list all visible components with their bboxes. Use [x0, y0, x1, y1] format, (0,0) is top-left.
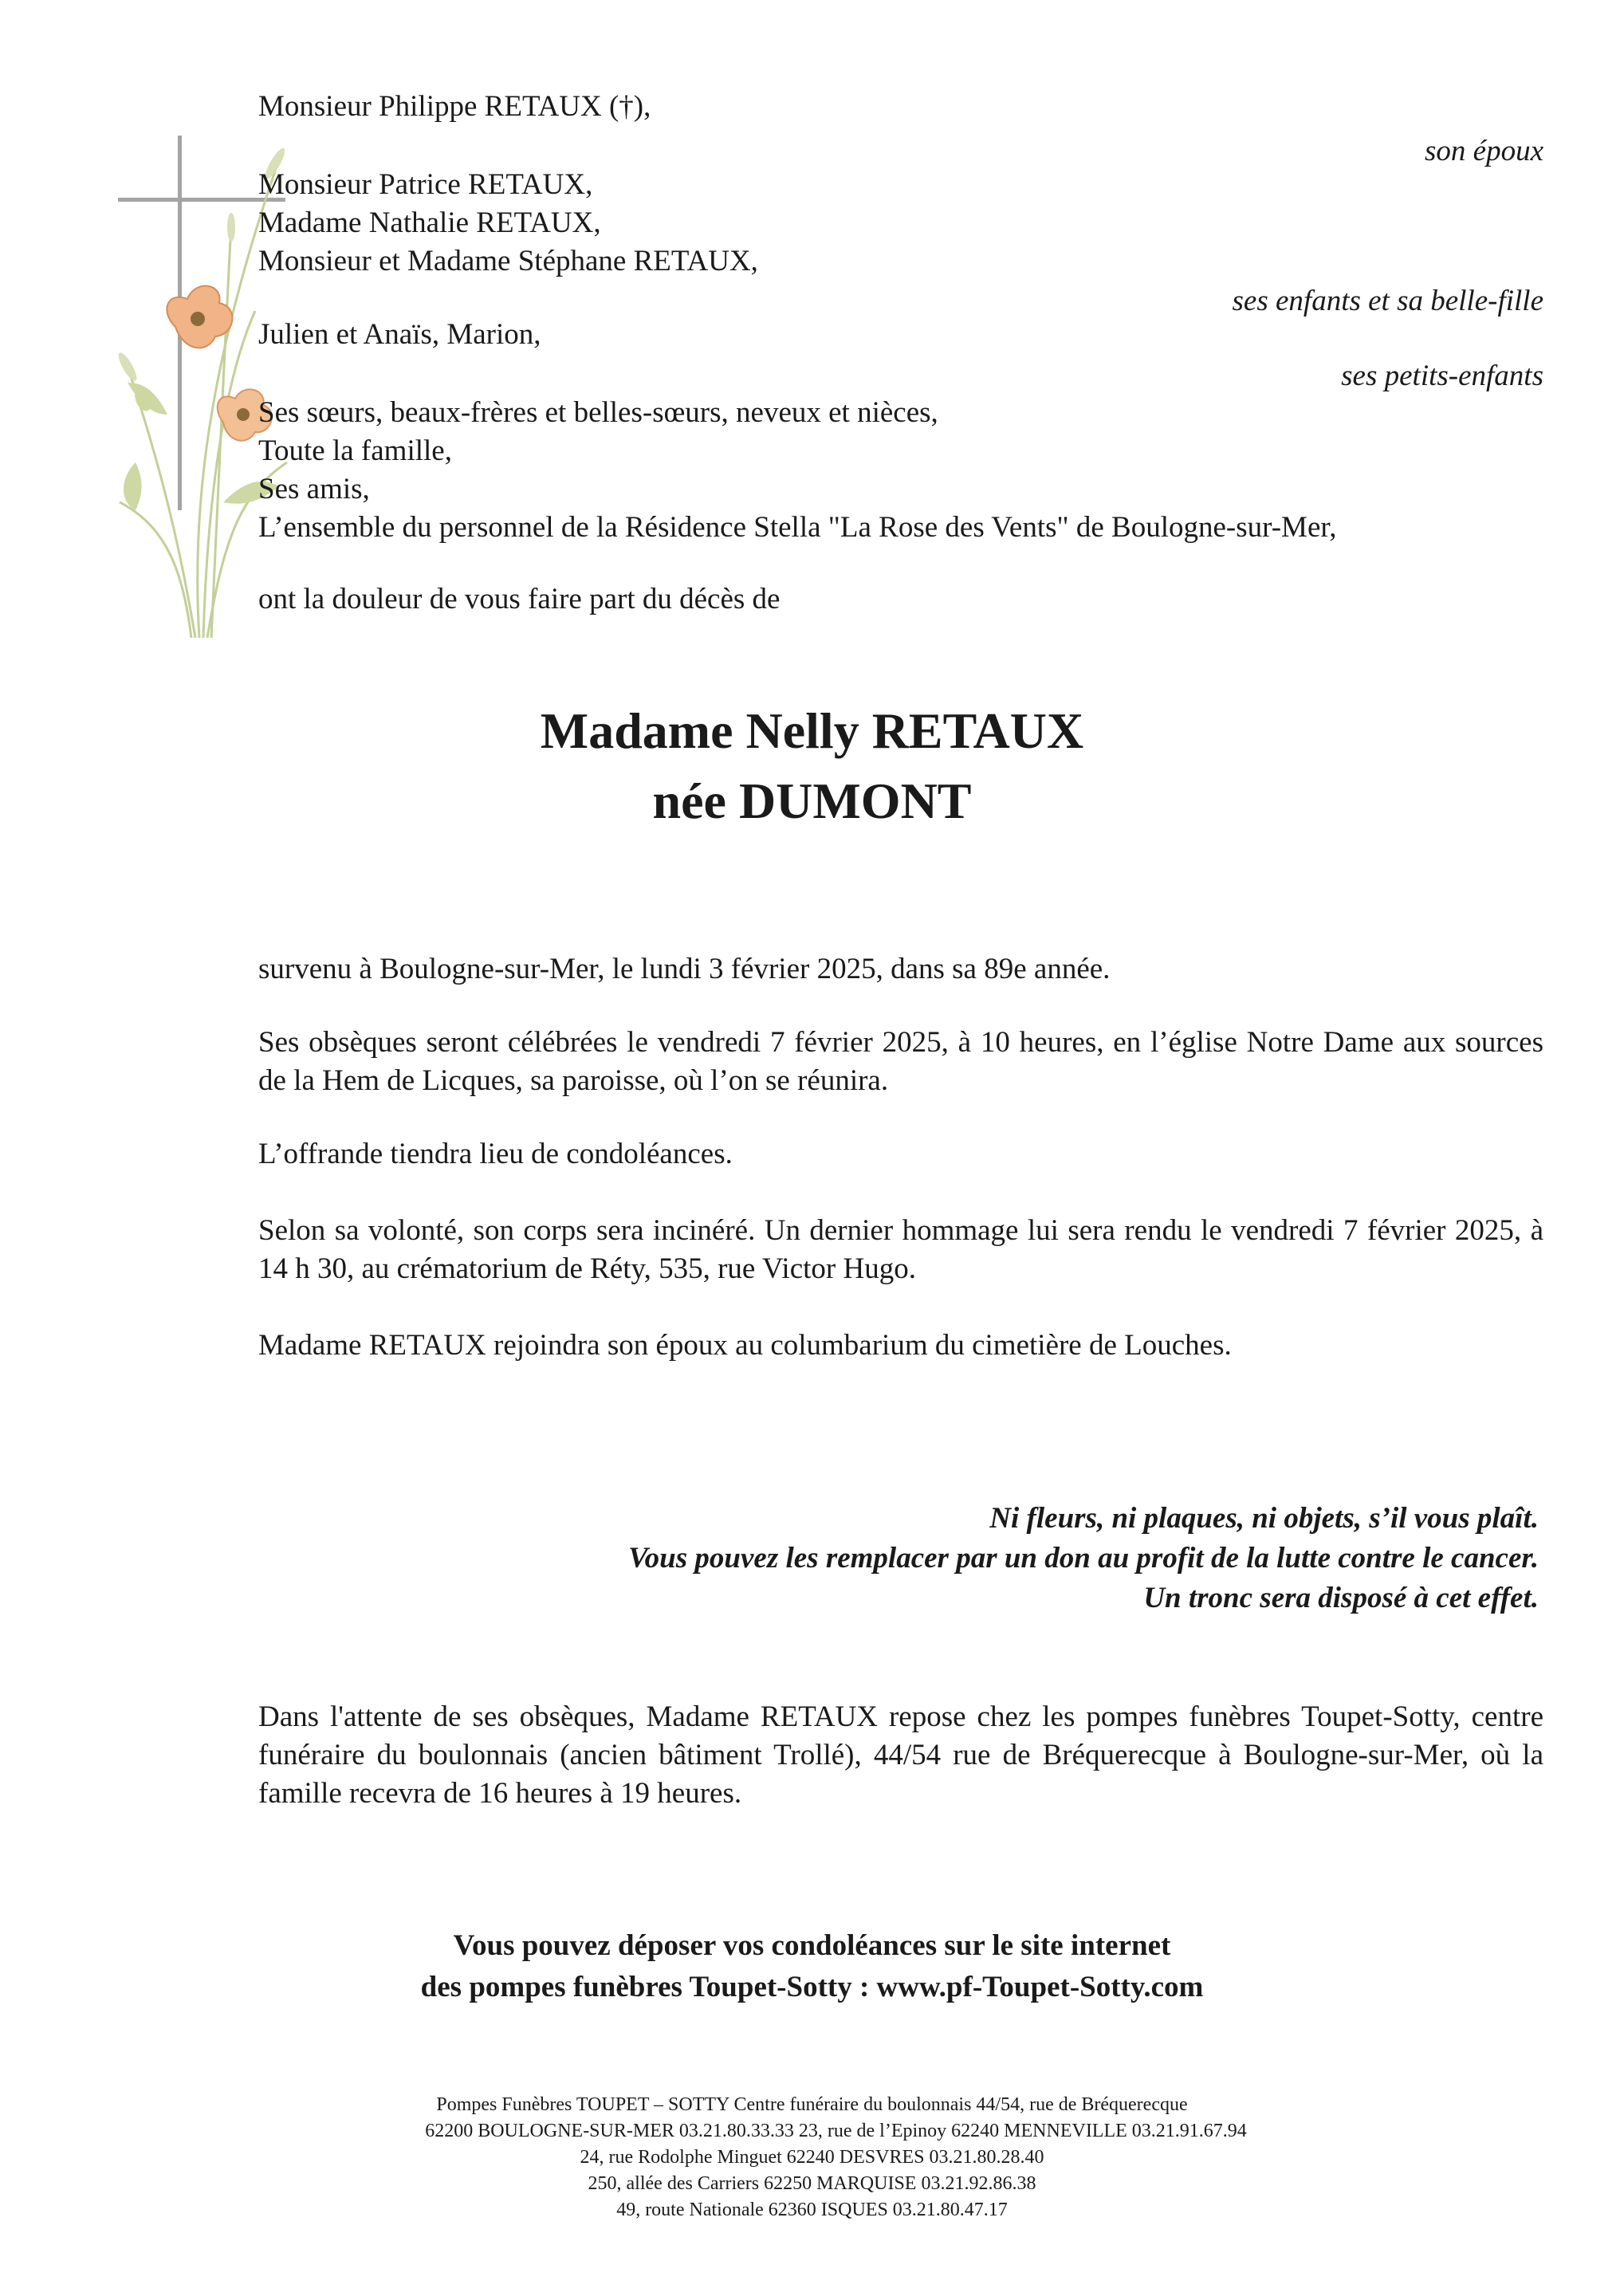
other-line: L’ensemble du personnel de la Résidence Stella "La Rose des Vents" de Boulogne-sur-Mer,	[258, 511, 1337, 544]
footer-line: 250, allée des Carriers 62250 MARQUISE 03.21.92.86.38	[588, 2173, 1036, 2194]
announcement-line: ont la douleur de vous faire part du décès de	[258, 583, 781, 615]
others-list	[258, 394, 1336, 547]
child-line: Monsieur Patrice RETAUX,	[258, 168, 593, 201]
husband-role: son époux	[1425, 135, 1543, 167]
footer-line: 24, rue Rodolphe Minguet 62240 DESVRES 03.21.80.28.40	[580, 2147, 1044, 2168]
footer-line: 62200 BOULOGNE-SUR-MER 03.21.80.33.33 23, rue de l’Epinoy 62240 MENNEVILLE 03.21.91.67.94	[425, 2121, 1247, 2141]
condolences-message	[0, 1925, 1624, 2008]
cremation-details: Selon sa volonté, son corps sera incinéré. Un dernier hommage lui sera rendu le vendredi 7 février 2025, à 14 h 30, au crématorium de Réty, 535, rue Victor Hugo.	[258, 1214, 1543, 1285]
deceased-name: Madame Nelly RETAUX	[540, 702, 1084, 759]
funeral-details: Ses obsèques seront célébrées le vendredi 7 février 2025, à 10 heures, en l’église Notre Dame aux sources de la Hem de Licques, sa paroisse, où l’on se réunira.	[258, 1026, 1543, 1097]
child-line: Monsieur et Madame Stéphane RETAUX,	[258, 245, 758, 277]
grandchildren-line: Julien et Anaïs, Marion,	[258, 318, 541, 351]
flowers-notice	[628, 1499, 1539, 1618]
death-details: survenu à Boulogne-sur-Mer, le lundi 3 février 2025, dans sa 89e année.	[258, 953, 1111, 985]
other-line: Toute la famille,	[258, 434, 452, 467]
funeral-home-footer	[0, 2092, 1624, 2223]
grandchildren-role: ses petits-enfants	[1341, 360, 1543, 392]
children-role: ses enfants et sa belle-fille	[1232, 285, 1543, 317]
offering-details: L’offrande tiendra lieu de condoléances.	[258, 1138, 733, 1170]
other-line: Ses sœurs, beaux-frères et belles-sœurs, neveux et nièces,	[258, 396, 938, 429]
other-line: Ses amis,	[258, 473, 370, 505]
condolences-line: Vous pouvez déposer vos condoléances sur le site internet	[453, 1929, 1171, 1962]
condolences-line: des pompes funèbres Toupet-Sotty : www.pf-Toupet-Sotty.com	[420, 1971, 1204, 2003]
notice-line: Un tronc sera disposé à cet effet.	[1143, 1582, 1539, 1614]
deceased-maiden-name: née DUMONT	[652, 773, 972, 829]
children-list	[258, 166, 758, 281]
husband-line: Monsieur Philippe RETAUX (†),	[258, 90, 651, 123]
footer-line: 49, route Nationale 62360 ISQUES 03.21.80.47.17	[616, 2200, 1008, 2220]
notice-line: Ni fleurs, ni plaques, ni objets, s’il vous plaît.	[989, 1502, 1539, 1535]
rest-location: Dans l'attente de ses obsèques, Madame RETAUX repose chez les pompes funèbres Toupet-Sotty, centre funéraire du boulonnais (ancien bâtiment Trollé), 44/54 rue de Bréquerecque à Boulogne-sur-Mer, où la famille recevra de 16 heures à 19 heures.	[258, 1700, 1543, 1810]
child-line: Madame Nathalie RETAUX,	[258, 206, 601, 239]
columbarium-details: Madame RETAUX rejoindra son époux au columbarium du cimetière de Louches.	[258, 1329, 1232, 1362]
poppy-flowers	[132, 286, 272, 441]
notice-line: Vous pouvez les remplacer par un don au profit de la lutte contre le cancer.	[628, 1542, 1539, 1575]
footer-line: Pompes Funèbres TOUPET – SOTTY Centre funéraire du boulonnais 44/54, rue de Bréquerecque	[436, 2094, 1188, 2115]
